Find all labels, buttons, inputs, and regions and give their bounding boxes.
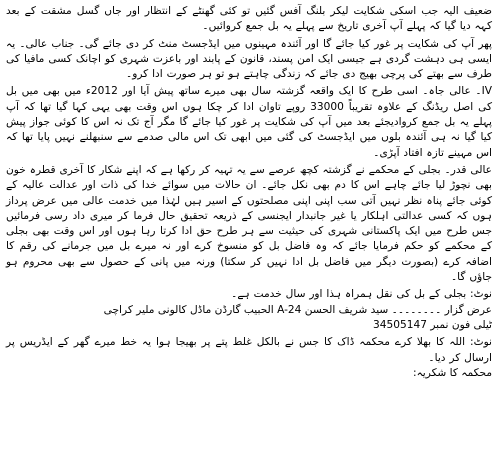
paragraph-3: IV۔ عالی جاہ۔ اسی طرح کا ایک واقعہ گزشتہ سال بھی میرے ساتھ پیش آیا اور 2012ء میں بھی میں بل کی اصل ریڈنگ کے علاوہ تقریباً 33000 روپے تاوان ادا کر چکا ہوں اس وقت بھی یہی کہا گیا تھا کہ آپ پہلے یہ بل جمع کروادیجئے بعد میں آپ کی شکایت پر غور کیا جائے گا مگر آج تک نہ اس کا کوئی جواز پیش کیا گیا نہ ہی آئندہ بلوں میں ایڈجسٹ کی گئی میں ابھی تک اس مالی صدمے سے سنبھلنے نہیں پایا تھا کہ اس مہینے تازہ افتاد آپڑی۔ [6, 85, 492, 159]
note-final: نوٹ: اللہ کا بھلا کرے محکمہ ڈاک کا جس نے بالکل غلط پتے پر بھیجا ہوا یہ خط میرے گھر کے ایڈریس پر ارسال کر دیا۔ [6, 336, 492, 364]
note-bill-copy: نوٹ: بجلی کے بل کی نقل ہمراہ ہذا اور سال خدمت ہے۔ [231, 288, 492, 301]
closing-thanks: محکمہ کا شکریہ: [413, 366, 492, 379]
paragraph-4: عالی قدر۔ بجلی کے محکمے نے گزشتہ کچھ عرصے سے یہ تہیہ کر رکھا ہے کہ اپنے شکار کا آخری قطرہ خون بھی نچوڑ لیا جائے چاہے اس کا دم بھی نکل جائے۔ ان حالات میں سوائے خدا کی ذات اور عدالت عالیہ کے کوئی جائے پناہ نظر نہیں آتی سب اپنی اپنی مصلحتوں کے اسیر ہیں لہٰذا میں خدمت عالی میں عرض پرداز ہوں کہ کسی عدالتی اہلکار یا غیر جانبدار ایجنسی کے ذریعہ تحقیق حال فرما کر میری داد رسی فرمائیں جس طرح میں ایک پاکستانی شہری کی حیثیت سے ہر طرح حق ادا کرتا رہا ہوں اور اس وقت بھی بجلی کے محکمے کو حکم فرمایا جائے کہ وہ فاضل بل کو منسوخ کرے اور نہ میرے بل میں جرمانے کی رقم کا اضافہ کرے (بصورت دیگر میں فاضل بل ادا نہیں کر سکتا) ورنہ میں پانی کے حصول سے بھی محروم ہو جاؤں گا۔ [6, 163, 492, 284]
paragraph-2: پھر آپ کی شکایت پر غور کیا جائے گا اور آئندہ مہینوں میں ایڈجسٹ منٹ کر دی جائے گی۔ جناب عالی۔ یہ ایسی ہی دہشت گردی ہے جیسی ایک امن پسند، قانون کے پابند اور باعزت شہری کو اچانک کسی مافیا کی طرف سے بھتے کی پرچی بھیج دی جائے کہ زندگی چاہتے ہو تو ہر صورت ادا کرو۔ [6, 37, 492, 81]
paragraph-1: ضعیف الیہ جب اسکی شکایت لیکر بلنگ آفس گئیں تو کئی گھنٹے کے انتظار اور جاں گسل مشقت کے بعد کہہ دیا گیا کہ پہلے آپ آخری تاریخ سے پہلے یہ بل جمع کروائیں۔ [6, 5, 492, 33]
sender-address: عرض گزار ۔۔۔۔۔۔۔۔ سید شریف الحسن A-24 الحبیب گارڈن ماڈل کالونی ملیر کراچی [103, 303, 492, 316]
sender-phone: ٹیلی فون نمبر 34505147 [373, 318, 492, 331]
